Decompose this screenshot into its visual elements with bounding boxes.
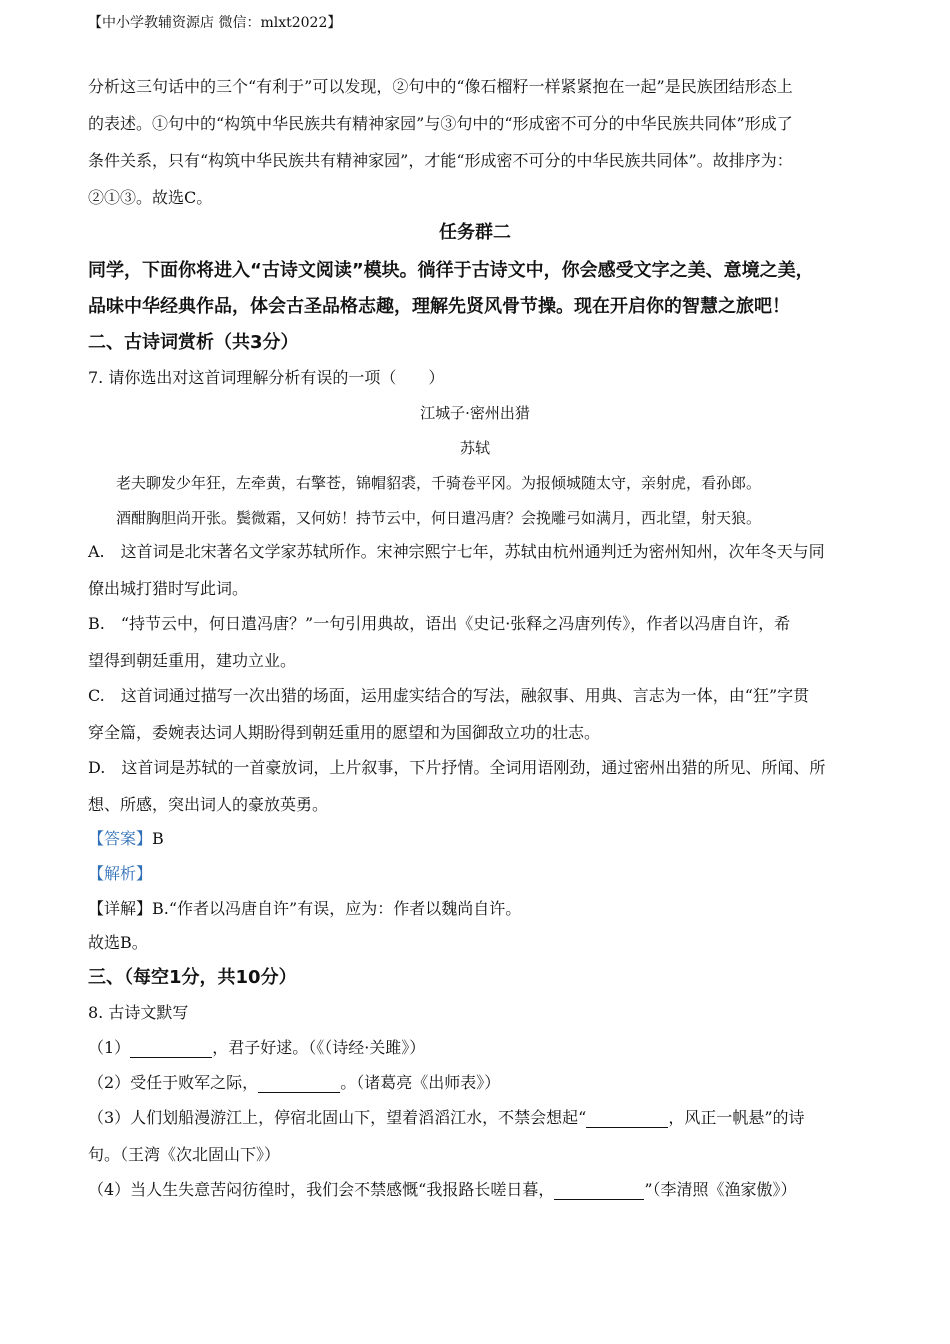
- item-4-suffix: ”（李清照《渔家傲》）: [644, 1180, 797, 1199]
- poem-author: 苏轼: [459, 439, 490, 457]
- option-c-line-1: C. 这首词通过描写一次出猎的场面，运用虚实结合的写法，融叙事、用典、言志为一体，由“狂”字贯: [88, 686, 810, 705]
- option-b-line-1: B. “持节云中，何日遣冯唐？”一句引用典故，语出《史记·张释之冯唐列传》，作者以冯唐自许，希: [88, 614, 791, 633]
- answer-value: B: [152, 829, 164, 848]
- blank-2[interactable]: [258, 1076, 340, 1093]
- option-a-line-2: 僚出城打猎时写此词。: [88, 579, 249, 598]
- item-2-prefix: （2）受任于败军之际，: [88, 1073, 259, 1092]
- page-header: 【中小学教辅资源店 微信：mlxt2022】: [88, 15, 342, 31]
- blank-4[interactable]: [554, 1183, 644, 1200]
- answer-line: [88, 829, 164, 849]
- detail-line: 【详解】B.“作者以冯唐自许”有误，应为：作者以魏尚自许。: [88, 899, 522, 918]
- q8-item-2: [88, 1073, 500, 1093]
- analysis-line-2: 的表述。①句中的“构筑中华民族共有精神家园”与③句中的“形成密不可分的中华民族共同体”形成了: [88, 114, 793, 133]
- blank-1[interactable]: [130, 1041, 212, 1058]
- poem-title: 江城子·密州出猎: [420, 404, 530, 422]
- answer-tag: 【答案】: [88, 829, 153, 848]
- option-a-line-1: A. 这首词是北宋著名文学家苏轼所作。宋神宗熙宁七年，苏轼由杭州通判迁为密州知州，次年冬天与同: [88, 542, 825, 561]
- poem-line-2: 酒酣胸胆尚开张。鬓微霜，又何妨！持节云中，何日遣冯唐？会挽雕弓如满月，西北望，射天狼。: [116, 509, 762, 527]
- item-1-prefix: （1）: [88, 1038, 131, 1057]
- analysis-line-1: 分析这三句话中的三个“有利于”可以发现，②句中的“像石榴籽一样紧紧抱在一起”是民族团结形态上: [88, 77, 793, 96]
- part3-title: 三、（每空1分，共10分）: [88, 967, 297, 988]
- item-1-suffix: ，君子好逑。（《（诗经·关雎》）: [212, 1038, 426, 1057]
- intro-line-1: 同学，下面你将进入“古诗文阅读”模块。徜徉于古诗文中，你会感受文字之美、意境之美，: [88, 260, 814, 281]
- part2-title: 二、古诗词赏析（共3分）: [88, 332, 299, 353]
- blank-3[interactable]: [586, 1111, 668, 1128]
- option-d-line-1: D. 这首词是苏轼的一首豪放词，上片叙事，下片抒情。全词用语刚劲，通过密州出猎的所见、所闻、所: [88, 758, 826, 777]
- choose-line: 故选B。: [88, 933, 148, 952]
- q8-item-4: [88, 1180, 797, 1200]
- analysis-tag: 【解析】: [88, 864, 153, 883]
- analysis-line-3: 条件关系，只有“构筑中华民族共有精神家园”，才能“形成密不可分的中华民族共同体”。故排序为：: [88, 151, 793, 170]
- item-2-suffix: 。（诸葛亮《出师表》）: [340, 1073, 501, 1092]
- q8-item-1: [88, 1038, 425, 1058]
- section-title: 任务群二: [439, 222, 511, 243]
- q8-item-3: [88, 1108, 805, 1128]
- intro-line-2: 品味中华经典作品，体会古圣品格志趣，理解先贤风骨节操。现在开启你的智慧之旅吧！: [88, 296, 790, 317]
- q7-stem: 7. 请你选出对这首词理解分析有误的一项（ ）: [88, 368, 445, 387]
- option-c-line-2: 穿全篇，委婉表达词人期盼得到朝廷重用的愿望和为国御敌立功的壮志。: [88, 723, 601, 742]
- poem-line-1: 老夫聊发少年狂，左牵黄，右擎苍，锦帽貂裘，千骑卷平冈。为报倾城随太守，亲射虎，看孙郎。: [116, 474, 762, 492]
- option-d-line-2: 想、所感，突出词人的豪放英勇。: [88, 795, 329, 814]
- item-4-prefix: （4）当人生失意苦闷彷徨时，我们会不禁感慨“我报路长嗟日暮，: [88, 1180, 555, 1199]
- item-3-prefix: （3）人们划船漫游江上，停宿北固山下，望着滔滔江水，不禁会想起“: [88, 1108, 587, 1127]
- q8-stem: 8. 古诗文默写: [88, 1003, 189, 1022]
- analysis-line-4: ②①③。故选C。: [88, 188, 213, 207]
- q8-item-3-cont: 句。（王湾《次北固山下》）: [88, 1145, 281, 1164]
- item-3-suffix: ，风正一帆悬”的诗: [668, 1108, 805, 1127]
- option-b-line-2: 望得到朝廷重用，建功立业。: [88, 651, 297, 670]
